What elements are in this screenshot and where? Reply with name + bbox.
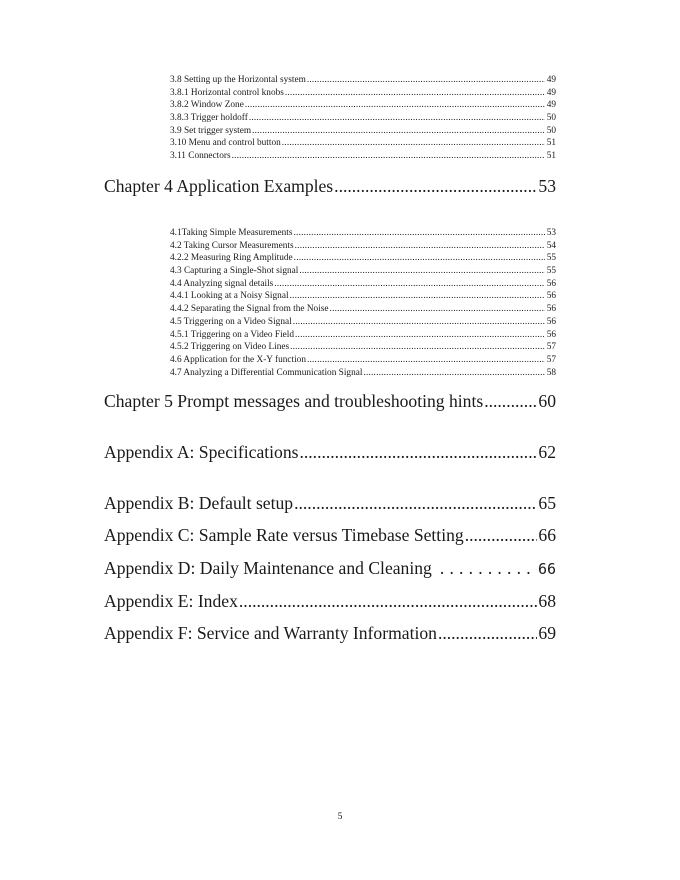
toc-entry-page: 50: [546, 125, 556, 136]
toc-entry-4-6[interactable]: [170, 354, 556, 367]
toc-entry-title: 4.6 Application for the X-Y function: [170, 354, 306, 365]
dot-leader: [239, 590, 537, 612]
dot-leader: [285, 87, 545, 100]
toc-chapter-4[interactable]: [104, 175, 556, 197]
toc-appendix-a[interactable]: [104, 441, 556, 463]
toc-entry-title: 3.8.1 Horizontal control knobs: [170, 87, 284, 98]
toc-entry-title: 3.10 Menu and control button: [170, 138, 281, 149]
toc-entry-4-4-1[interactable]: [170, 290, 556, 303]
toc-chapter-page: 60: [538, 391, 556, 411]
dot-leader: [363, 367, 545, 380]
toc-entry-page: 56: [546, 329, 556, 340]
dot-leader: [299, 265, 545, 278]
toc-entry-4-2-2[interactable]: [170, 252, 556, 265]
dot-leader: [245, 99, 545, 112]
dot-leader: [252, 125, 545, 138]
toc-chapter-page: 53: [538, 176, 556, 196]
toc-chapter-title: Appendix B: Default setup: [104, 493, 294, 513]
dot-leader: [290, 290, 545, 303]
toc-entry-page: 51: [546, 138, 556, 149]
toc-entry-page: 56: [546, 278, 556, 289]
toc-entry-4-2[interactable]: [170, 240, 556, 253]
toc-entry-4-4[interactable]: [170, 278, 556, 291]
toc-entry-3-9[interactable]: [170, 125, 556, 138]
toc-entry-page: 49: [546, 100, 556, 111]
toc-chapter-page: 68: [538, 591, 556, 611]
toc-entry-3-10[interactable]: [170, 137, 556, 150]
toc-entry-page: 49: [546, 87, 556, 98]
toc-entry-title: 4.7 Analyzing a Differential Communication Signal: [170, 367, 363, 378]
toc-entry-title: 4.2.2 Measuring Ring Amplitude: [170, 253, 293, 264]
dot-leader: [232, 150, 545, 163]
toc-entry-4-1[interactable]: [170, 227, 556, 240]
toc-entry-title: 3.8.2 Window Zone: [170, 100, 244, 111]
toc-chapter-5[interactable]: [104, 390, 556, 412]
toc-entry-title: 4.5 Triggering on a Video Signal: [170, 316, 292, 327]
toc-entry-title: 4.1Taking Simple Measurements: [170, 228, 293, 238]
toc-entry-3-8[interactable]: [170, 74, 556, 87]
toc-entry-title: 4.4 Analyzing signal details: [170, 278, 274, 289]
toc-chapter-page: 66: [538, 525, 556, 545]
dot-leader: [299, 441, 537, 463]
toc-entry-page: 55: [546, 253, 556, 264]
dot-leader: [330, 303, 545, 316]
toc-chapter-page: 66: [537, 560, 556, 578]
toc-appendix-b[interactable]: [104, 492, 556, 514]
dot-leader: [295, 329, 545, 342]
toc-entry-title: 3.11 Connectors: [170, 151, 231, 162]
toc-entry-title: 4.5.2 Triggering on Video Lines: [170, 342, 290, 353]
toc-entry-page: 57: [546, 354, 556, 365]
toc-entry-4-5[interactable]: [170, 316, 556, 329]
toc-appendix-f[interactable]: [104, 622, 556, 644]
toc-entry-4-5-1[interactable]: [170, 329, 556, 342]
toc-entry-page: 49: [546, 75, 556, 85]
toc-entry-page: 56: [546, 316, 556, 327]
dot-leader: [294, 227, 545, 240]
toc-chapter-title: Appendix D: Daily Maintenance and Cleaning: [104, 558, 432, 578]
toc-appendix-d[interactable]: [104, 557, 556, 580]
toc-entry-4-7[interactable]: [170, 367, 556, 380]
toc-entry-3-8-2[interactable]: [170, 99, 556, 112]
toc-entry-title: 4.3 Capturing a Single-Shot signal: [170, 266, 299, 277]
dot-leader: [440, 557, 530, 579]
toc-chapter-title: Chapter 5 Prompt messages and troubleshooting hints: [104, 391, 484, 411]
toc-entry-4-4-2[interactable]: [170, 303, 556, 316]
toc-entry-title: 4.4.1 Looking at a Noisy Signal: [170, 291, 289, 302]
toc-entry-4-3[interactable]: [170, 265, 556, 278]
toc-entry-page: 55: [546, 266, 556, 277]
toc-chapter-page: 62: [538, 442, 556, 462]
toc-entry-title: 3.9 Set trigger system: [170, 125, 252, 136]
toc-chapter-page: 69: [538, 623, 556, 643]
dot-leader: [295, 240, 545, 253]
toc-entry-page: 53: [546, 228, 556, 238]
toc-entry-page: 51: [546, 151, 556, 162]
dot-leader: [307, 74, 545, 87]
toc-entry-3-8-3[interactable]: [170, 112, 556, 125]
dot-leader: [290, 341, 545, 354]
toc-entry-title: 3.8.3 Trigger holdoff: [170, 113, 248, 124]
toc-section-4: [170, 227, 556, 379]
toc-entry-title: 4.2 Taking Cursor Measurements: [170, 240, 294, 251]
toc-chapter-title: Appendix F: Service and Warranty Information: [104, 623, 437, 643]
dot-leader: [294, 492, 537, 514]
toc-entry-title: 4.4.2 Separating the Signal from the Noise: [170, 304, 329, 315]
toc-entry-page: 50: [546, 113, 556, 124]
dot-leader: [465, 524, 537, 546]
toc-section-3: [170, 74, 556, 163]
toc-entry-page: 54: [546, 240, 556, 251]
toc-entry-page: 57: [546, 342, 556, 353]
toc-chapter-title: Chapter 4 Application Examples: [104, 176, 334, 196]
toc-appendix-c[interactable]: [104, 524, 556, 546]
toc-entry-3-8-1[interactable]: [170, 87, 556, 100]
dot-leader: [249, 112, 545, 125]
dot-leader: [307, 354, 545, 367]
toc-entry-4-5-2[interactable]: [170, 341, 556, 354]
dot-leader: [282, 137, 545, 150]
toc-entry-title: 4.5.1 Triggering on a Video Field: [170, 329, 295, 340]
toc-entry-page: 58: [546, 367, 556, 378]
dot-leader: [334, 175, 537, 197]
toc-entry-page: 56: [546, 304, 556, 315]
toc-entry-3-11[interactable]: [170, 150, 556, 163]
toc-chapter-page: 65: [538, 493, 556, 513]
toc-entry-page: 56: [546, 291, 556, 302]
dot-leader: [274, 278, 545, 291]
dot-leader: [438, 622, 537, 644]
page-number: 5: [337, 812, 343, 822]
dot-leader: [484, 390, 537, 412]
toc-chapter-title: Appendix A: Specifications: [104, 442, 299, 462]
dot-leader: [294, 252, 545, 265]
toc-chapter-title: Appendix E: Index: [104, 591, 238, 611]
toc-appendix-e[interactable]: [104, 590, 556, 612]
dot-leader: [293, 316, 545, 329]
toc-entry-title: 3.8 Setting up the Horizontal system: [170, 75, 306, 85]
toc-chapter-title: Appendix C: Sample Rate versus Timebase Setting: [104, 525, 464, 545]
